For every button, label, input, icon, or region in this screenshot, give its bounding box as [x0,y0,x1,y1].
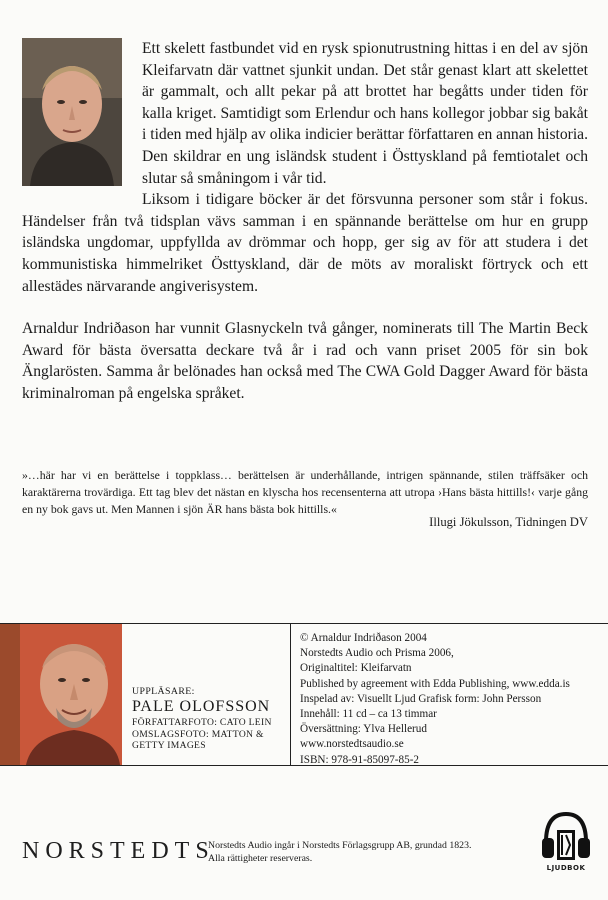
ljudbok-label: LJUDBOK [546,864,586,872]
info-line: © Arnaldur Indriðason 2004 [300,632,427,644]
band-accent-strip [0,624,20,765]
info-line: Originaltitel: Kleifarvatn [300,662,412,675]
info-line: ISBN: 978-91-85097-85-2 [300,753,420,766]
footer-text [208,840,508,865]
info-line: Published by agreement with Edda Publishing, www.edda.is [300,677,570,690]
blurb [22,38,588,405]
info-line: www.norstedtsaudio.se [300,738,404,751]
author-photo-credit: FÖRFATTARFOTO: CATO LEIN [132,717,272,728]
review-source: Illugi Jökulsson, Tidningen DV [429,515,588,529]
info-line: Inspelad av: Visuellt Ljud Grafisk form: John Persson [300,692,542,705]
narrator-label: UPPLÄSARE: [132,686,195,697]
review-quote: »…här har vi en berättelse i toppklass… berättelsen är underhållande, intrigen spännande, stilen träffsäker och karaktärerna trovärdiga. Ett tag blev det nästan en klyscha hos recensenterna att utropa ›Hans bästa hittills!‹ varje gång en ny bok gavs ut. Men Mannen i sjön ÄR hans bästa bok hittills.« [22,468,588,516]
footer-line-1: Norstedts Audio ingår i Norstedts Förlagsgrupp AB, grundad 1823. [208,840,472,851]
info-line: Översättning: Ylva Hellerud [300,723,427,736]
band-divider [290,624,291,765]
blurb-paragraph-1: Ett skelett fastbundet vid en rysk spionutrustning hittas i en del av sjön Kleifarvatn där vattnet sjunkit undan. Det står genast klart att skelettet är gammalt, och allt pekar på att brottet har begåtts under tiden för kalla kriget. Samtidigt som Erlendur och hans kollegor jobbar sig bakåt i tiden med hjälp av olika indicier berättar författaren en annan historia. Den skildrar en ung isländsk student i Östtyskland på femtiotalet och slutar så småningom i vår tid. [142,40,588,187]
credits [132,686,282,752]
credits-band [0,623,608,766]
headphones-book-icon [540,808,592,864]
narrator-photo [20,624,122,765]
cover-photo-credit-2: GETTY IMAGES [132,740,206,751]
footer-line-2: Alla rättigheter reserveras. [208,852,313,864]
publication-info [300,631,600,768]
blurb-paragraph-3: Arnaldur Indriðason har vunnit Glasnyckeln två gånger, nominerats till The Martin Beck Award för bästa översatta deckare två år i rad och vann priset 2005 för sin bok Änglarösten. Samma år belönades han också med The CWA Gold Dagger Award för bästa kriminalroman på engelska språket. [22,320,588,402]
info-line: Innehåll: 11 cd – ca 13 timmar [300,708,437,721]
blurb-paragraph-2: Liksom i tidigare böcker är det försvunna personer som står i fokus. Händelser från två tidsplan vävs samman i en spännande berättelse om hur en grupp isländska ungdomar, uppfyllda av drömmar och hopp, ger sig av för att studera i det kommunistiska himmelriket Östtyskland, där de möts av moraliskt förtryck och ett allestädes närvarande angiverisystem. [22,191,588,295]
publisher-logo: NORSTEDTS [22,838,215,864]
cover-photo-credit-1: OMSLAGSFOTO: MATTON & [132,728,264,740]
info-line: Norstedts Audio och Prisma 2006, [300,647,454,660]
narrator-name: PALE OLOFSSON [132,698,271,715]
